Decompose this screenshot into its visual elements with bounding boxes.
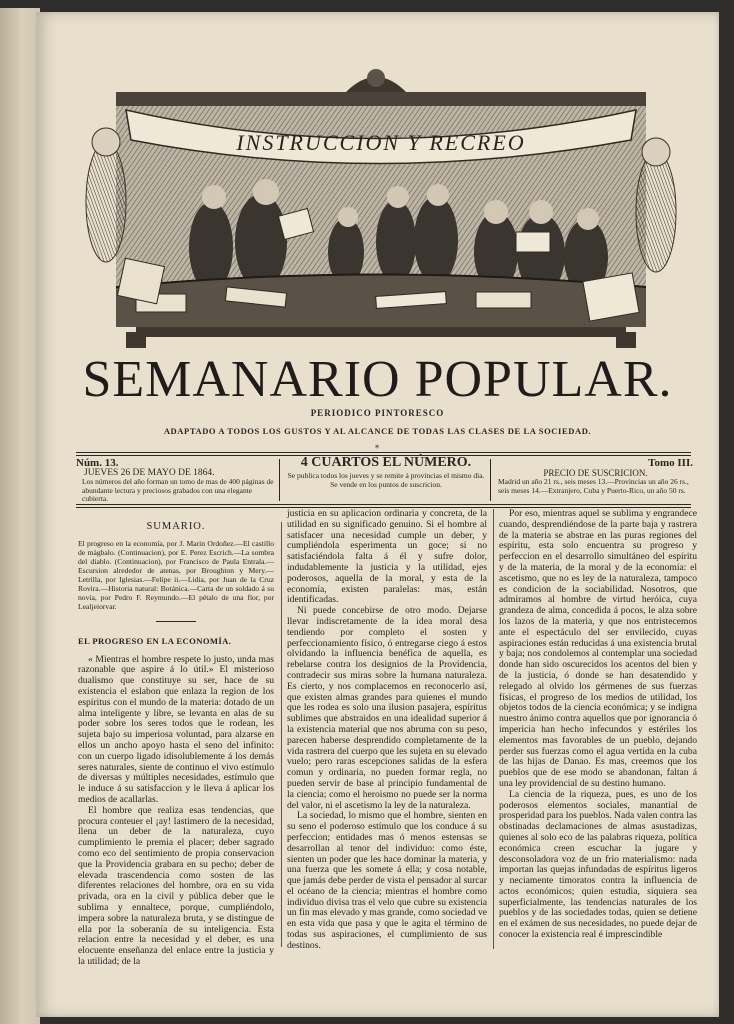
sumario-title: SUMARIO. — [146, 521, 206, 532]
column-divider-2 — [493, 509, 494, 949]
ornament-star-icon: * — [375, 444, 379, 453]
engraving-illustration — [76, 62, 686, 352]
article-paragraph: El hombre que realiza esas tendencias, que procura conteuer el ¡ay! lastimero de la necesidad, llena un deber de la naturaleza, cuyo cumplimiento le premia el placer; deber sagrado como eco del sentimiento de propia conservacion que la Providencia grabara en su pecho; deber de elevada trascendencia como sosten de las diferentes relaciones del hombre, ora en su vida privada, ora en la civil y pública deber que le sublima y ennaltece, porque, cumpliéndolo, impera sobre la naturaleza bruta, y se distingue de ella por la soberanía de su inteligencia. Esta relacion entre la necesidad y el deber, es una elocuente enseñanza del enlace entre la justicia y la utilidad; de la — [78, 804, 274, 967]
issue-info — [76, 458, 276, 504]
top-rule — [76, 452, 691, 453]
column-1 — [78, 522, 274, 968]
tomo-label: Tomo III. — [648, 457, 693, 469]
article-title: EL PROGRESO EN LA ECONOMÍA. — [78, 635, 232, 646]
subscription-info — [498, 458, 693, 495]
issue-date: JUEVES 26 DE MAYO DE 1864. — [84, 468, 215, 478]
price-note-2: Se vende en los puntos de suscricion. — [330, 480, 442, 489]
article-paragraph: Por eso, mientras aquel se sublima y engrandece cuando, desprendiéndose de la parte baja y rastrera de la materia se abstrae en las puras regiones del espíritu, esta solo encuentra su progreso y perfeccion en el desarrollo simultáneo del espíritu y de la materia, de la moral y de la economía: el ascetismo, que no es ley de la naturaleza, tampoco es condicion de la sociabilidad. Nosotros, que admiramos al hombre de virtud heróica, cuya grandeza de alma, concedida á pocos, le alza sobre los lazos de la materia, y que nos entristecemos ante el espectáculo del ser envilecido, cuyas aspiraciones están reducidas á una existencia brutal y baja; nos condolemos al contemplar una sociedad donde han sido oscurecidos los acentos del bien y de la justicia, ó donde se han desatendido y relegado al olvido los gérmenes de sus fuerzas físicas, el progreso de los medios de utilidad, los objetos todos de la ciencia económica; y se indigna nuestro ánimo contra aquellos que por ignorancia ó impericia han hecho infecundos y estériles los elementos mas favorables de un pueblo, dejando perder sus fuerzas como el agua vertida en la cuba de las hijas de Danao. Es mas, creemos que los pueblos que de ese modo se abandonan, faltan á una ley providencial de su destino humano. — [499, 508, 697, 789]
info-divider-left — [279, 459, 280, 501]
price-info — [286, 455, 486, 489]
ribbon-text: INSTRUCCION Y RECREO — [236, 130, 526, 155]
issue-number: Núm. 13. — [76, 457, 119, 469]
article-paragraph: La ciencia de la riqueza, pues, es uno de los poderosos elementos sociales, manantial de prosperidad para los pueblos. Nada valen contra las obstinadas declamaciones de almas asustadizas, quienes al solo eco de las palabras riqueza, política económica creen escuchar la jugare y desconsoladora voz de un frio materialismo: nada importan las quejas infundadas de espíritus ligeros y neciamente timoratos contra la influencia de actos económicos; quien estudia, siquiera sea superficialmente, las tendencias naturales de los pueblos y de las sociedades todas, quien se detiene en el exámen de sus necesidades, no puede dejar de conocer la existencia real é imprescindible — [499, 788, 697, 941]
article-paragraph: Ni puede concebirse de otro modo. Dejarse llevar indiscretamente de la idea moral desa tendiendo por completo el sosten y perfeccionamiento físico, ó entregarse ciego á estos olvidando la influencia benéfica de aquella, es rebelarse contra los designios de la Providencia, contradecir sus miras sobre la humana naturaleza. Es cierto, y nos complacemos en reconocerlo así, que existen almas grandes para quienes el mundo que les rodea es solo una ilusion pasajera, espíritus sublimes que abstraidos en una idealidad superior á la existencia material que nos abruma con su peso, parecen haberse desprendido completamente de la vida rastrera del cuerpo que les sujeta en su elevado vuelo; pero raras escepciones salidas de la esfera comun y ordinaria, no pueden formar regla, no pueden servir de base al principio fundamental de la ciencia; como el heroismo no puede ser la norma del valor, ni el ascetismo la ley de la naturaleza. — [287, 605, 487, 811]
sumario-text: El progreso en la economía, por J. Marin Ordoñez.—El castillo de mágbalo. (Continuacion), por E. Perez Escrich.—La sombra del diablo. (Continuacion), por Francisco de Paula Entrala.—Escursion alrededor de atenas, por Broughton y Mery.—Letrilla, por Iglesias.—Felipe ii.—Lidia, por Juan de la Cruz Rovira.—Historia natural: Botánica.—Carta de un soldado á su novia, por Pedro F. Reymundo.—El pétalo de una flor, por Lealjeiorvar. — [78, 538, 274, 611]
masthead-subtitle: PERIODICO PINTORESCO — [310, 408, 445, 418]
article-paragraph: « Mientras el hombre respete lo justo, unda mas razonable que aspire á lo útil.» El misterioso dualismo que constituye su ser, hace de su existencia el eslabon que enlaza la region de los espíritus con el mundo de la materia: dotado de un alma inteligente y libre, se levanta en alas de su poder sobre los seres todos que le rodean, les sujeta bajo su imperiosa voluntad, para alzarse en ellos un ancho apoyo hasta el seno del infinito: con un cuerpo ligado idisolublemente á los demás seres naturales, siente de continuo el vivo estímulo de diversas y múltiples necesidades, estímulo que le induce á su satisfaccion y le lleva á aplicar los medios de acallarlas. — [78, 653, 274, 805]
article-paragraph: La sociedad, lo mismo que el hombre, sienten en su seno el poderoso estímulo que los conduce á su perfeccion; entidades mas ó menos estensas se desarrollan al tenor del individuo: como éste, sienten un poder que les hace dominar la materia, y una fuerza que les somete á ella; y cosa notable, que jamás debe perder de vista el pensador al surcar el océano de la ciencia; mientras el hombre como individuo divisa tras el velo que cubre su existencia un fin mas elevado y mas grande, como sociedad ve en esta vida que pasa y que le agita el término de todas sus aspiraciones, el cumplimiento de sus destinos. — [287, 810, 487, 951]
info-divider-right — [490, 459, 491, 501]
info-bottom-rule — [76, 504, 691, 505]
price-headline: 4 CUARTOS EL NÚMERO. — [300, 455, 472, 470]
article-paragraph: justicia en su aplicacion ordinaria y concreta, de la utilidad en su significado genuino. Si el hombre al satisfacer una necesidad cumple un deber, y cumpliéndola esperimenta un goce; si no satisfaciéndola falta á él y sufre dolor, indudablemente la justicia y la utilidad, ejes poderosos, aquella de la moral, y esta de la economía, existen paralelas: mas, están identificadas. — [287, 508, 487, 606]
column-2 — [287, 509, 487, 952]
masthead-tagline: ADAPTADO A TODOS LOS GUSTOS Y AL ALCANCE DE TODAS LAS CLASES DE LA SOCIEDAD. — [163, 426, 592, 436]
previous-page-edge — [0, 8, 40, 1024]
price-note-1: Se publica todos los jueves y se remite á provincias el mismo dia. — [287, 471, 485, 480]
subscription-title: PRECIO DE SUSCRICION. — [543, 468, 648, 478]
subscription-text: Madrid un año 21 rs., seis meses 13.—Provincias un año 26 rs., seis meses 14.—Extranjero, Cuba y Puerto-Rico, un año 50 rs. — [498, 477, 689, 495]
column-3 — [499, 509, 697, 941]
sumario-rule — [156, 621, 196, 622]
newspaper-page — [36, 12, 719, 1017]
masthead-title: SEMANARIO POPULAR. — [82, 351, 673, 408]
column-divider-1 — [281, 522, 282, 947]
issue-note: Los números del año forman un tomo de mas de 400 páginas de abundante lectura y preciosos grabados con una elegante cubierta. — [82, 477, 274, 503]
